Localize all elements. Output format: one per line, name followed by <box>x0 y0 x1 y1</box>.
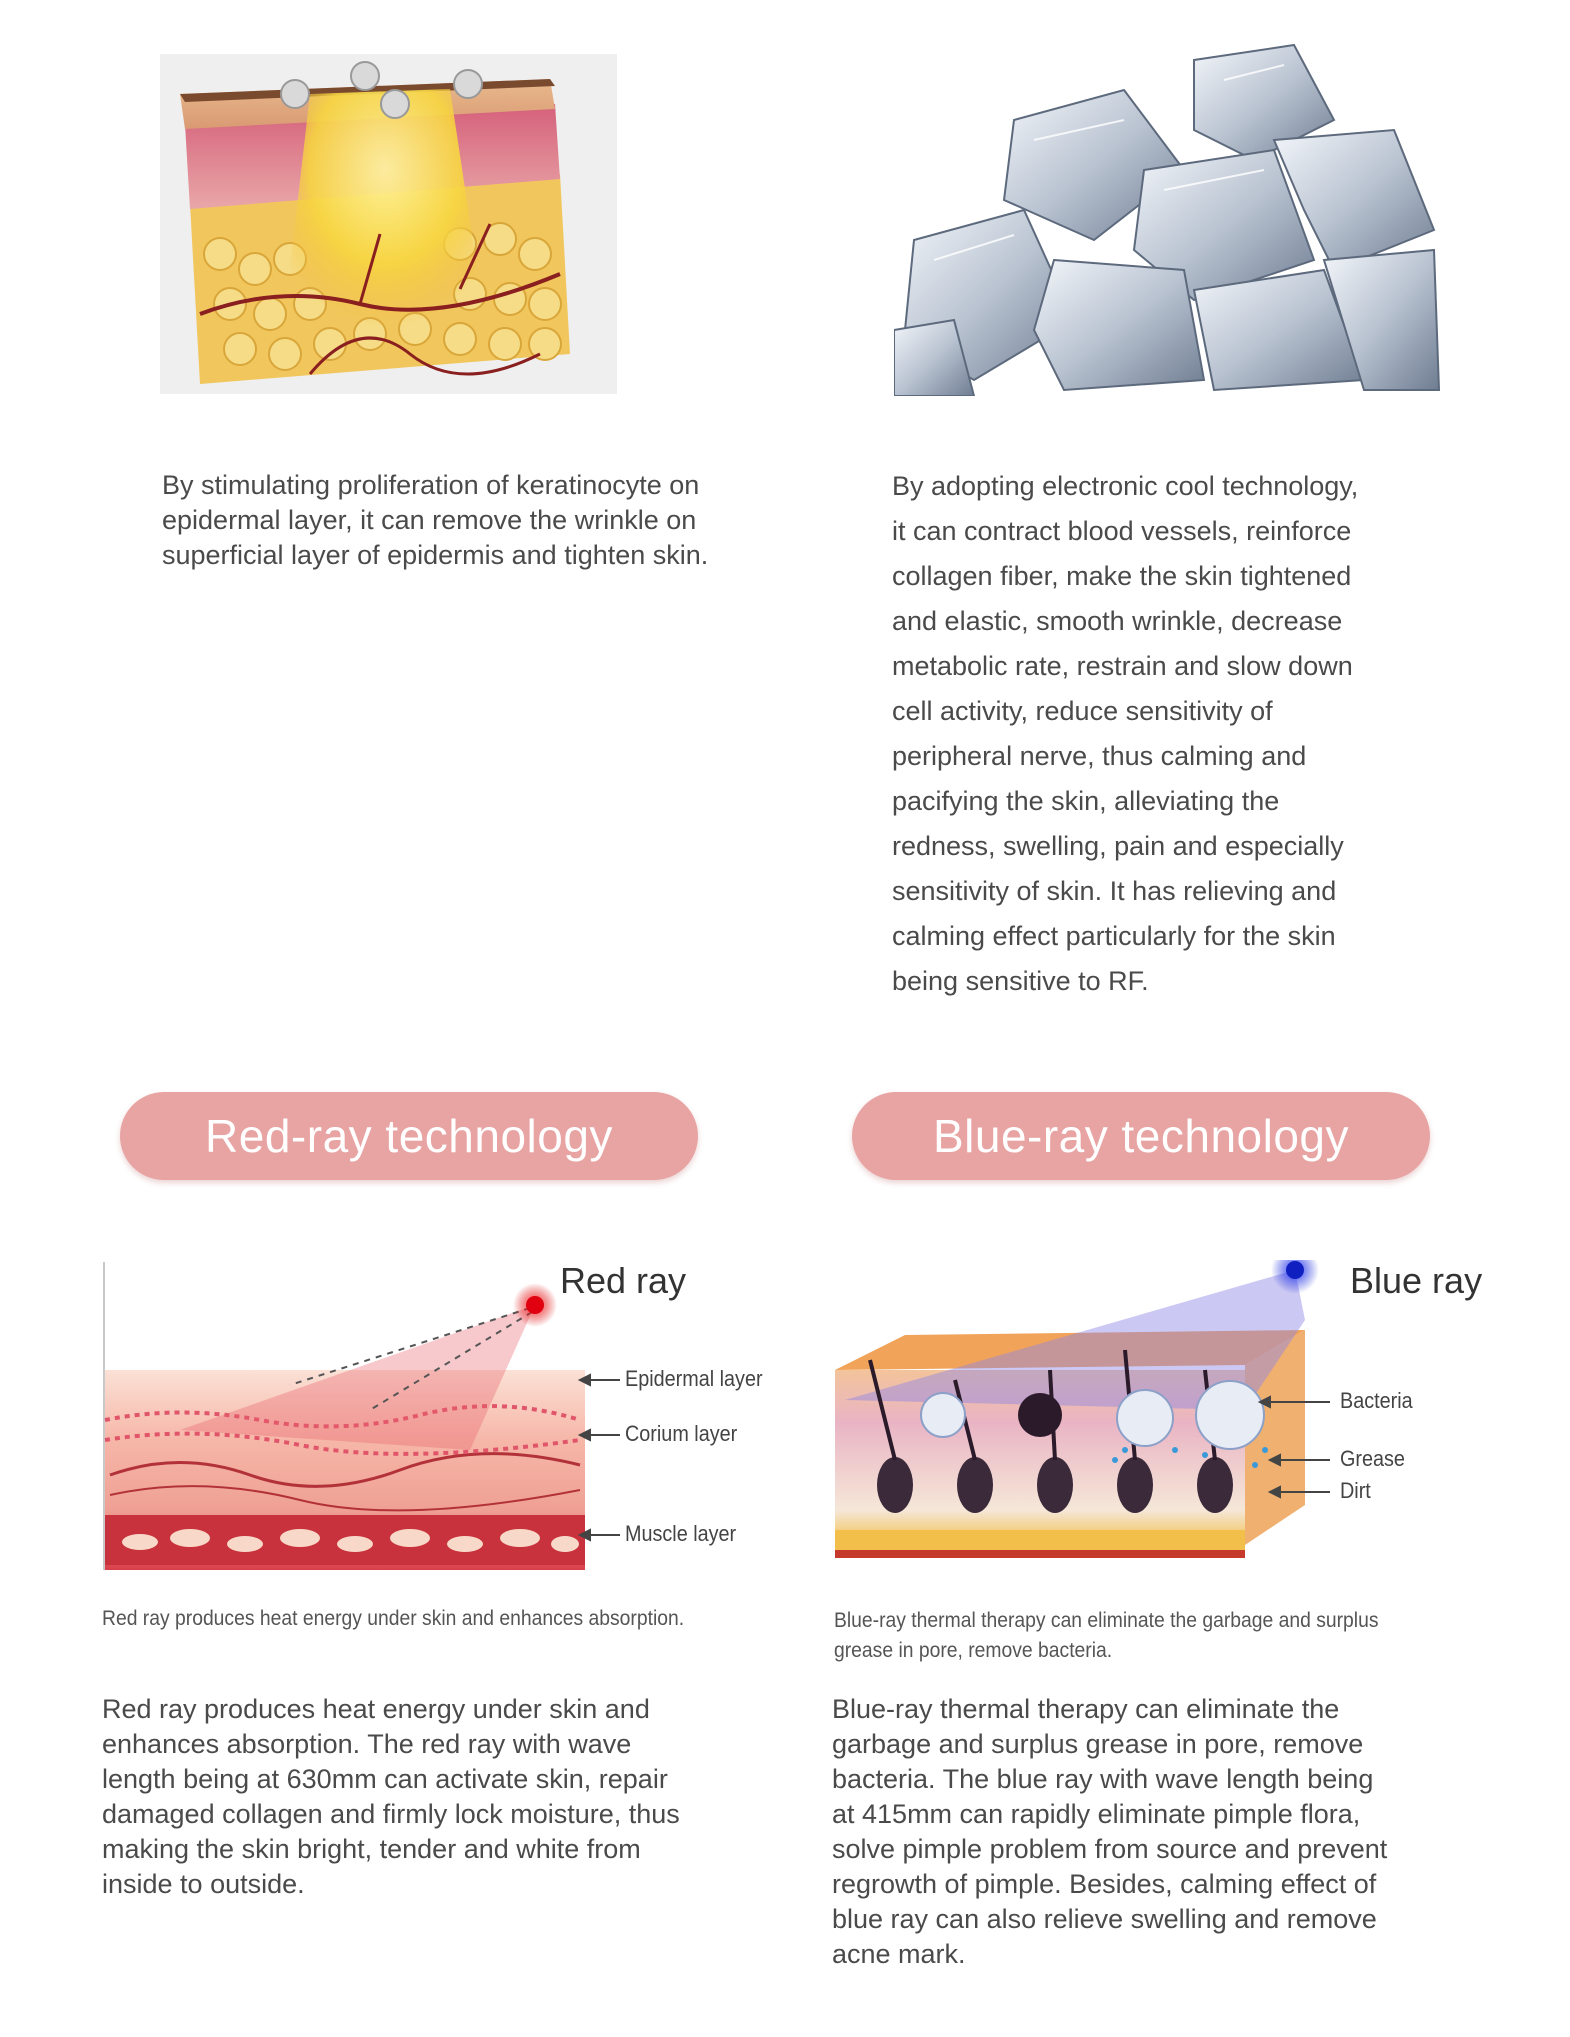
dirt-label: Dirt <box>1340 1478 1371 1503</box>
red-ray-technology-heading: Red-ray technology <box>120 1092 698 1180</box>
blue-ray-label: Blue ray <box>1350 1260 1483 1301</box>
muscle-layer-label: Muscle layer <box>625 1521 737 1546</box>
red-ray-diagram <box>100 1260 780 1580</box>
red-ray-caption: Red ray produces heat energy under skin and enhances absorption. <box>102 1607 685 1630</box>
bacteria-label: Bacteria <box>1340 1388 1413 1413</box>
grease-label: Grease <box>1340 1446 1405 1471</box>
top-right-description: By adopting electronic cool technology, it can contract blood vessels, reinforce collagen fiber, make the skin tightened and elastic, smooth wrinkle, decrease metabolic rate, restrain and slow down cell activity, reduce sensitivity of peripheral nerve, thus calming and pacifying the skin, alleviating the redness, swelling, pain and especially sensitivity of skin. It has relieving and calming effect particularly for the skin being sensitive to RF. <box>892 471 1359 996</box>
ice-cubes-image <box>894 40 1440 396</box>
skin-heat-illustration <box>160 54 617 394</box>
epidermal-layer-label: Epidermal layer <box>625 1366 763 1391</box>
blue-ray-diagram <box>825 1260 1505 1580</box>
blue-ray-caption: Blue-ray thermal therapy can eliminate the garbage and surplus grease in pore, remove bacteria. <box>834 1609 1379 1662</box>
red-ray-description: Red ray produces heat energy under skin and enhances absorption. The red ray with wave length being at 630mm can activate skin, repair damaged collagen and firmly lock moisture, thus making the skin bright, tender and white from inside to outside. <box>102 1694 680 1899</box>
corium-layer-label: Corium layer <box>625 1421 738 1446</box>
blue-ray-description: Blue-ray thermal therapy can eliminate the garbage and surplus grease in pore, remove bacteria. The blue ray with wave length being at 415mm can rapidly eliminate pimple flora, solve pimple problem from source and prevent regrowth of pimple. Besides, calming effect of blue ray can also relieve swelling and remove acne mark. <box>832 1694 1388 1969</box>
top-left-description: By stimulating proliferation of keratinocyte on epidermal layer, it can remove the wrinkle on superficial layer of epidermis and tighten skin. <box>162 470 709 570</box>
blue-ray-technology-heading: Blue-ray technology <box>852 1092 1430 1180</box>
red-ray-label: Red ray <box>560 1260 687 1301</box>
